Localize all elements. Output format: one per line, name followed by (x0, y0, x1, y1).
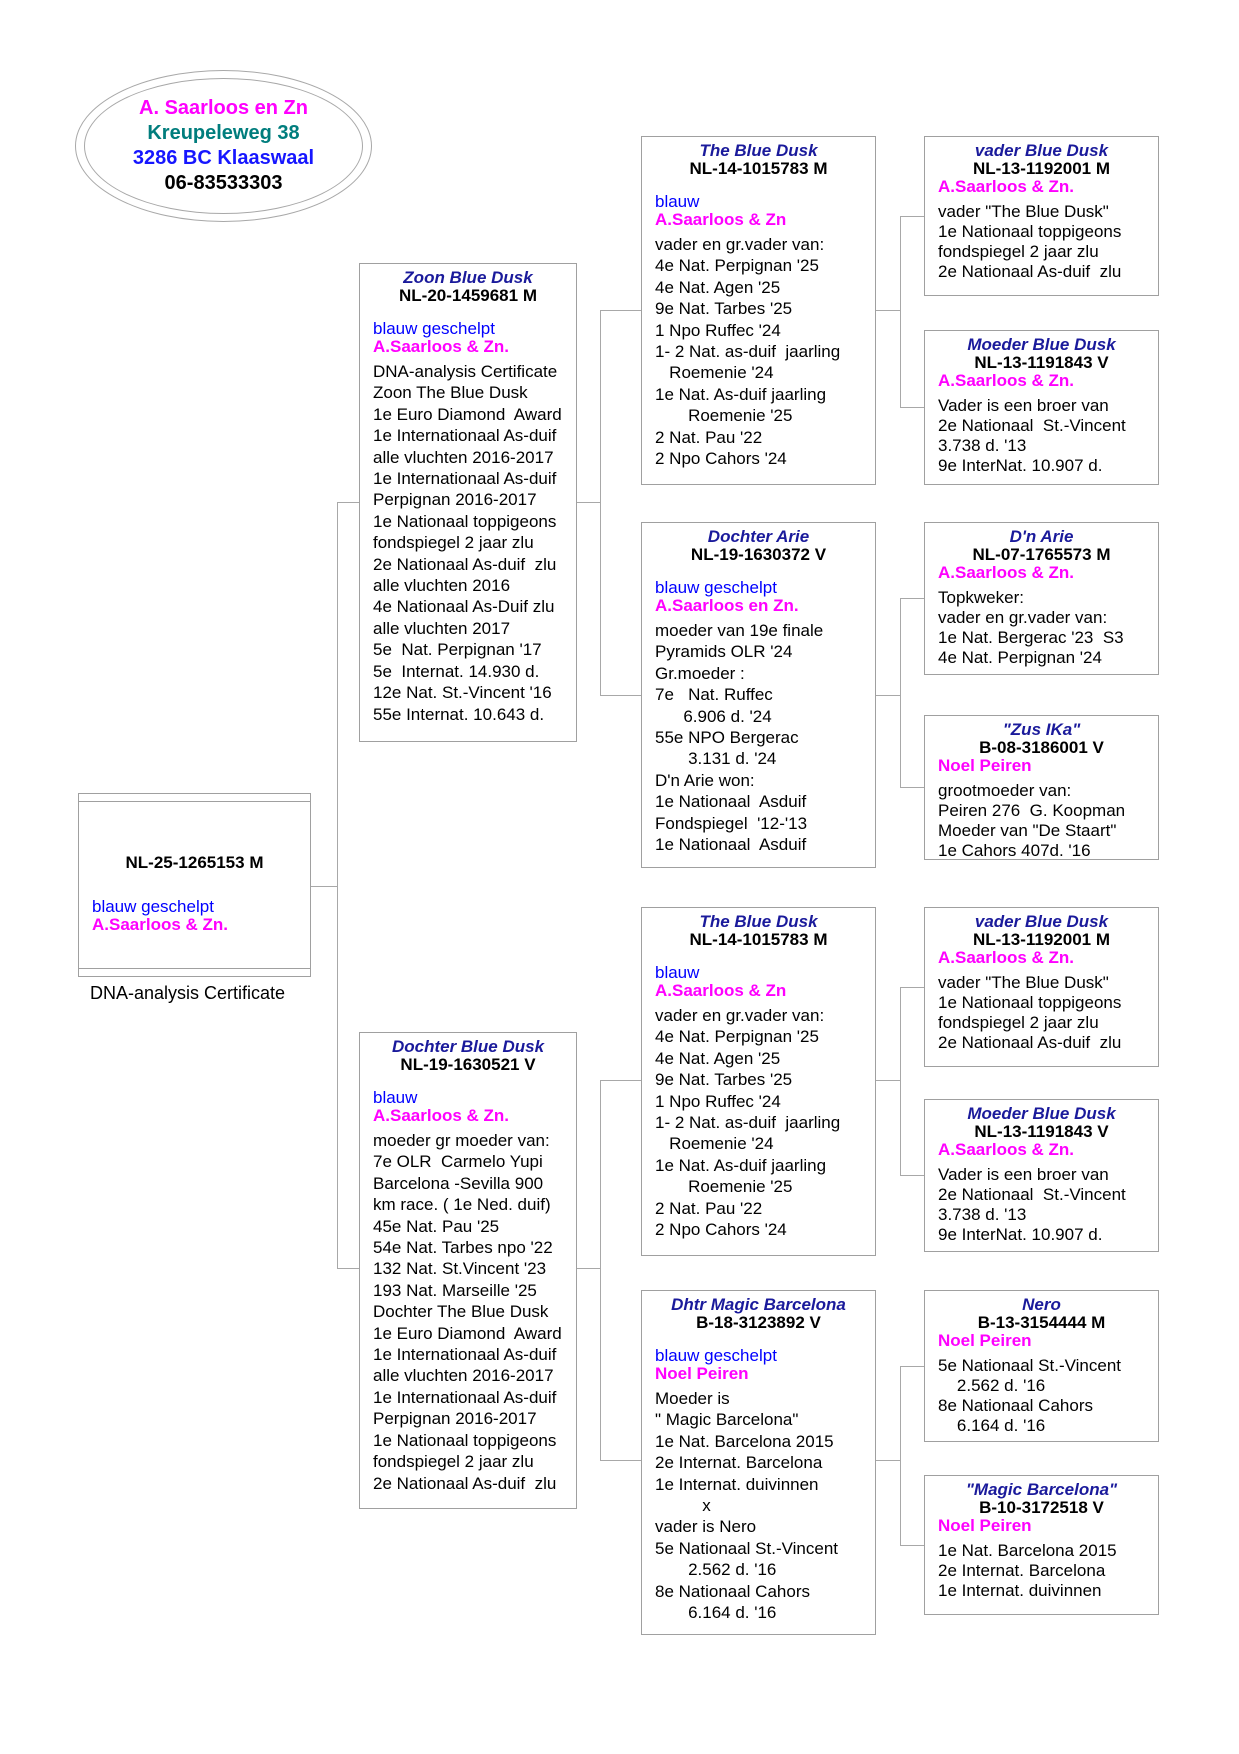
pigeon-name: Dochter Blue Dusk (391, 1037, 545, 1056)
ring-number: NL-14-1015783 M (689, 930, 828, 949)
pedigree-text-line: Roemenie '24 (655, 363, 774, 383)
pigeon-name: vader Blue Dusk (974, 141, 1109, 160)
pedigree-text-line: 2.562 d. '16 (938, 1376, 1046, 1395)
pedigree-text-line: 2e Nationaal As-duif zlu (938, 1033, 1122, 1052)
pedigree-text-line: vader en gr.vader van: (938, 608, 1108, 627)
connector-line (600, 695, 641, 696)
owner-name: Noel Peiren (938, 1516, 1032, 1535)
connector-line (577, 502, 600, 503)
pedigree-text-line: 4e Nat. Agen '25 (655, 1048, 781, 1068)
owner-name: A.Saarloos & Zn. (938, 1140, 1075, 1159)
pedigree-text-line: 54e Nat. Tarbes npo '22 (373, 1238, 553, 1258)
pedigree-text-line: 5e Nationaal St.-Vincent (938, 1356, 1122, 1375)
pedigree-text-line: 2e Nationaal St.-Vincent (938, 416, 1126, 435)
pedigree-text-line: 1e Internationaal As-duif (373, 1345, 557, 1365)
pedigree-box-great-grandmother-1 (924, 330, 1159, 485)
connector-line (900, 1175, 924, 1176)
connector-line (900, 987, 924, 988)
pedigree-text-line: 8e Nationaal Cahors (938, 1396, 1093, 1415)
pedigree-text-line: 3.738 d. '13 (938, 1205, 1027, 1224)
pedigree-text-line: 1e Nationaal Asduif (655, 835, 807, 855)
pedigree-text-line: 1e Nationaal toppigeons (373, 511, 557, 531)
pigeon-color: blauw geschelpt (92, 897, 214, 916)
pedigree-box-mother (359, 1032, 577, 1509)
pedigree-text-line: 1- 2 Nat. as-duif jaarling (655, 1113, 841, 1133)
pedigree-text-line: vader en gr.vader van: (655, 1006, 825, 1025)
connector-line (337, 502, 338, 1269)
pedigree-text-line: 9e Nat. Tarbes '25 (655, 1070, 793, 1090)
pedigree-text-line: Perpignan 2016-2017 (373, 1409, 537, 1429)
owner-name: Noel Peiren (938, 1331, 1032, 1350)
ring-number: NL-07-1765573 M (972, 545, 1111, 564)
pedigree-text-line: 1e Nat. As-duif jaarling (655, 1155, 827, 1175)
achievements-list (938, 1356, 1158, 1436)
pedigree-box-paternal-grandmother (641, 522, 876, 868)
pedigree-text-line: Vader is een broer van (938, 1165, 1109, 1184)
divider-line (79, 801, 310, 802)
pedigree-text-line: grootmoeder van: (938, 781, 1072, 800)
pedigree-text-line: Roemenie '25 (655, 1177, 793, 1197)
pedigree-text-line: vader "The Blue Dusk" (938, 202, 1109, 221)
pedigree-text-line: alle vluchten 2017 (373, 618, 511, 638)
loft-logo-inner-ring (84, 78, 363, 214)
owner-name: A.Saarloos & Zn. (938, 371, 1075, 390)
pigeon-color: blauw (655, 192, 700, 211)
pedigree-text-line: 1e Internationaal As-duif (373, 426, 557, 446)
pedigree-text-line: 4e Nat. Perpignan '24 (938, 648, 1102, 667)
pedigree-text-line: 5e Nat. Perpignan '17 (373, 640, 542, 660)
loft-phone: 06-83533303 (164, 172, 283, 194)
owner-name: A.Saarloos & Zn. (373, 1106, 510, 1125)
pedigree-text-line: moeder van 19e finale (655, 621, 824, 640)
connector-line (337, 502, 359, 503)
pedigree-text-line: 1e Nationaal toppigeons (373, 1430, 557, 1450)
achievements-list (938, 1165, 1158, 1245)
connector-line (600, 1080, 641, 1081)
pedigree-text-line: " Magic Barcelona" (655, 1410, 799, 1430)
pigeon-name: "Magic Barcelona" (965, 1480, 1118, 1499)
pedigree-text-line: 6.906 d. '24 (655, 706, 772, 726)
pigeon-name: The Blue Dusk (699, 912, 818, 931)
achievements-list (655, 620, 875, 855)
connector-line (600, 1460, 641, 1461)
pedigree-text-line: 3.131 d. '24 (655, 749, 777, 769)
pedigree-text-line: Roemenie '24 (655, 1134, 774, 1154)
pedigree-text-line: 1e Internationaal As-duif (373, 1387, 557, 1407)
pedigree-text-line: 4e Nat. Perpignan '25 (655, 1027, 819, 1047)
ring-number: NL-13-1191843 V (974, 353, 1109, 372)
connector-line (876, 1460, 900, 1461)
pedigree-box-great-grandmother-3 (924, 1099, 1159, 1252)
pedigree-box-subject (78, 793, 311, 977)
connector-line (900, 787, 924, 788)
connector-line (600, 1080, 601, 1461)
pedigree-text-line: fondspiegel 2 jaar zlu (373, 1452, 534, 1472)
pedigree-text-line: Dochter The Blue Dusk (373, 1302, 549, 1322)
pedigree-text-line: 8e Nationaal Cahors (655, 1581, 810, 1601)
pedigree-text-line: 1e Nat. Barcelona 2015 (938, 1541, 1117, 1560)
pigeon-color: blauw geschelpt (655, 578, 777, 597)
pedigree-text-line: 1e Internat. duivinnen (938, 1581, 1102, 1600)
pedigree-text-line: alle vluchten 2016-2017 (373, 1366, 554, 1386)
loft-name: A. Saarloos en Zn (139, 97, 308, 119)
pedigree-text-line: 2e Nationaal St.-Vincent (938, 1185, 1126, 1204)
ring-number: NL-20-1459681 M (399, 286, 537, 305)
pedigree-text-line: 1e Nat. Bergerac '23 S3 (938, 628, 1124, 647)
pedigree-text-line: vader is Nero (655, 1517, 757, 1537)
pedigree-text-line: 1e Euro Diamond Award (373, 404, 562, 424)
pedigree-text-line: 132 Nat. St.Vincent '23 (373, 1259, 547, 1279)
pedigree-text-line: 9e InterNat. 10.907 d. (938, 456, 1103, 475)
connector-line (311, 886, 338, 887)
owner-name: A.Saarloos en Zn. (655, 596, 799, 615)
pedigree-text-line: 1e Internationaal As-duif (373, 469, 557, 489)
pigeon-name: vader Blue Dusk (974, 912, 1109, 931)
pedigree-box-maternal-grandfather (641, 907, 876, 1256)
connector-line (900, 1545, 924, 1546)
pigeon-name: Moeder Blue Dusk (967, 335, 1116, 354)
ring-number: B-10-3172518 V (979, 1498, 1104, 1517)
connector-line (337, 1268, 359, 1269)
pedigree-text-line: 1 Npo Ruffec '24 (655, 320, 781, 340)
pedigree-text-line: 1e Nat. As-duif jaarling (655, 384, 827, 404)
achievements-list (373, 1130, 576, 1494)
pedigree-text-line: 55e NPO Bergerac (655, 728, 799, 748)
pedigree-text-line: 1e Nationaal toppigeons (938, 993, 1122, 1012)
achievements-list (938, 973, 1158, 1053)
pedigree-text-line: 12e Nat. St.-Vincent '16 (373, 683, 552, 703)
connector-line (600, 310, 601, 696)
pedigree-text-line: 4e Nationaal As-Duif zlu (373, 597, 555, 617)
connector-line (600, 310, 641, 311)
pedigree-text-line: Fondspiegel '12-'13 (655, 813, 808, 833)
ring-number: NL-13-1191843 V (974, 1122, 1109, 1141)
pedigree-text-line: 1- 2 Nat. as-duif jaarling (655, 342, 841, 362)
owner-name: A.Saarloos & Zn. (938, 563, 1075, 582)
connector-line (876, 1080, 900, 1081)
achievements-list (938, 588, 1158, 668)
owner-name: A.Saarloos & Zn. (92, 915, 229, 934)
pedigree-text-line: km race. ( 1e Ned. duif) (373, 1195, 551, 1215)
pedigree-text-line: 4e Nat. Perpignan '25 (655, 256, 819, 276)
pedigree-text-line: 1e Nationaal toppigeons (938, 222, 1122, 241)
pedigree-text-line: 2e Internat. Barcelona (655, 1453, 823, 1473)
pedigree-box-great-grandfather-2 (924, 522, 1159, 675)
pedigree-text-line: 1e Nationaal Asduif (655, 792, 807, 812)
connector-line (900, 598, 924, 599)
pedigree-text-line: 1e Euro Diamond Award (373, 1323, 562, 1343)
achievements-list (938, 396, 1158, 476)
pedigree-text-line: 1 Npo Ruffec '24 (655, 1091, 781, 1111)
pedigree-text-line: Moeder van "De Staart" (938, 821, 1117, 840)
owner-name: A.Saarloos & Zn. (938, 948, 1075, 967)
owner-name: A.Saarloos & Zn (655, 981, 787, 1000)
pedigree-text-line: Vader is een broer van (938, 396, 1109, 415)
pedigree-text-line: 1e Internat. duivinnen (655, 1474, 819, 1494)
pedigree-text-line: Zoon The Blue Dusk (373, 383, 528, 403)
pedigree-text-line: Moeder is (655, 1389, 730, 1408)
pedigree-text-line: vader en gr.vader van: (655, 235, 825, 254)
connector-line (900, 987, 901, 1176)
pedigree-text-line: alle vluchten 2016-2017 (373, 447, 554, 467)
pedigree-box-great-grandmother-2 (924, 715, 1159, 860)
achievements-list (938, 781, 1158, 860)
pedigree-text-line: fondspiegel 2 jaar zlu (938, 242, 1099, 261)
divider-line (79, 968, 310, 969)
achievements-list (938, 202, 1158, 282)
ring-number: NL-13-1192001 M (972, 159, 1111, 178)
loft-city: 3286 BC Klaaswaal (132, 147, 315, 169)
connector-line (900, 1366, 901, 1546)
owner-name: A.Saarloos & Zn. (373, 337, 510, 356)
pigeon-name: Dhtr Magic Barcelona (671, 1295, 846, 1314)
pigeon-color: blauw geschelpt (655, 1346, 777, 1365)
achievements-list (373, 361, 576, 725)
achievements-list (655, 234, 875, 469)
pedigree-text-line: fondspiegel 2 jaar zlu (373, 533, 534, 553)
pedigree-text-line: fondspiegel 2 jaar zlu (938, 1013, 1099, 1032)
pigeon-name: "Zus IKa" (1002, 720, 1081, 739)
pedigree-text-line: alle vluchten 2016 (373, 576, 511, 596)
pedigree-text-line: Perpignan 2016-2017 (373, 490, 537, 510)
pedigree-text-line: 2 Npo Cahors '24 (655, 1220, 787, 1240)
pedigree-box-great-grandfather-3 (924, 907, 1159, 1067)
connector-line (900, 216, 924, 217)
pigeon-name: The Blue Dusk (699, 141, 818, 160)
dna-certificate-note: DNA-analysis Certificate (90, 983, 286, 1003)
pedigree-text-line: Gr.moeder : (655, 663, 745, 683)
ring-number: NL-13-1192001 M (972, 930, 1111, 949)
pigeon-color: blauw (655, 963, 700, 982)
pedigree-text-line: 1e Cahors 407d. '16 (938, 841, 1091, 860)
connector-line (876, 310, 900, 311)
pedigree-text-line: 3.738 d. '13 (938, 436, 1027, 455)
pedigree-text-line: 9e Nat. Tarbes '25 (655, 299, 793, 319)
pigeon-name: Moeder Blue Dusk (967, 1104, 1116, 1123)
pedigree-text-line: Pyramids OLR '24 (655, 642, 793, 662)
pedigree-box-maternal-grandmother (641, 1290, 876, 1635)
ring-number: NL-25-1265153 M (125, 853, 264, 872)
pedigree-text-line: Barcelona -Sevilla 900 (373, 1173, 544, 1193)
pigeon-name: Dochter Arie (707, 527, 810, 546)
pedigree-text-line: 7e Nat. Ruffec (655, 685, 773, 705)
pedigree-text-line: 2.562 d. '16 (655, 1560, 777, 1580)
ring-number: B-08-3186001 V (979, 738, 1104, 757)
pedigree-text-line: moeder gr moeder van: (373, 1131, 550, 1150)
pedigree-text-line: vader "The Blue Dusk" (938, 973, 1109, 992)
pedigree-box-father (359, 263, 577, 742)
owner-name: Noel Peiren (655, 1364, 749, 1383)
pedigree-text-line: 6.164 d. '16 (655, 1603, 777, 1623)
connector-line (577, 1268, 600, 1269)
connector-line (900, 216, 901, 408)
ring-number: NL-19-1630521 V (400, 1055, 536, 1074)
pedigree-text-line: Peiren 276 G. Koopman (938, 801, 1126, 820)
owner-name: Noel Peiren (938, 756, 1032, 775)
pigeon-color: blauw (373, 1088, 418, 1107)
pedigree-text-line: 2 Nat. Pau '22 (655, 427, 763, 447)
pedigree-text-line: 5e Internat. 14.930 d. (373, 661, 540, 681)
pedigree-box-paternal-grandfather (641, 136, 876, 485)
owner-name: A.Saarloos & Zn (655, 210, 787, 229)
pigeon-color: blauw geschelpt (373, 319, 495, 338)
pedigree-text-line: 4e Nat. Agen '25 (655, 277, 781, 297)
loft-logo-oval (75, 70, 372, 222)
connector-line (900, 1366, 924, 1367)
pedigree-text-line: 5e Nationaal St.-Vincent (655, 1538, 839, 1558)
pedigree-text-line: DNA-analysis Certificate (373, 362, 558, 381)
pedigree-text-line: 2 Npo Cahors '24 (655, 449, 787, 469)
pedigree-text-line: Topkweker: (938, 588, 1024, 607)
pedigree-text-line: Roemenie '25 (655, 406, 793, 426)
pedigree-text-line: 2e Nationaal As-duif zlu (373, 554, 557, 574)
pedigree-text-line: 7e OLR Carmelo Yupi (373, 1152, 543, 1172)
pedigree-text-line: 9e InterNat. 10.907 d. (938, 1225, 1103, 1244)
pigeon-name: Zoon Blue Dusk (403, 268, 533, 287)
ring-number: B-13-3154444 M (977, 1313, 1106, 1332)
pedigree-text-line: 45e Nat. Pau '25 (373, 1216, 500, 1236)
connector-line (900, 407, 924, 408)
pedigree-text-line: 2e Nationaal As-duif zlu (938, 262, 1122, 281)
ring-number: B-18-3123892 V (696, 1313, 821, 1332)
achievements-list (938, 1541, 1158, 1601)
loft-street: Kreupeleweg 38 (147, 122, 300, 144)
pigeon-name: Nero (1022, 1295, 1061, 1314)
ring-number: NL-14-1015783 M (689, 159, 828, 178)
pedigree-box-great-grandfather-1 (924, 136, 1159, 296)
pedigree-text-line: 2e Internat. Barcelona (938, 1561, 1106, 1580)
pedigree-text-line: 1e Nat. Barcelona 2015 (655, 1431, 834, 1451)
achievements-list (655, 1388, 875, 1623)
connector-line (876, 695, 900, 696)
pedigree-text-line: 6.164 d. '16 (938, 1416, 1046, 1435)
pedigree-box-great-grandmother-4 (924, 1475, 1159, 1615)
achievements-list (655, 1005, 875, 1240)
pedigree-text-line: x (655, 1496, 711, 1516)
pigeon-name: D'n Arie (1009, 527, 1074, 546)
ring-number: NL-19-1630372 V (690, 545, 827, 564)
pedigree-text-line: D'n Arie won: (655, 770, 755, 790)
pedigree-text-line: 193 Nat. Marseille '25 (373, 1280, 537, 1300)
pedigree-text-line: 2e Nationaal As-duif zlu (373, 1473, 557, 1493)
pedigree-box-great-grandfather-4 (924, 1290, 1159, 1442)
owner-name: A.Saarloos & Zn. (938, 177, 1075, 196)
connector-line (900, 598, 901, 788)
pedigree-text-line: 55e Internat. 10.643 d. (373, 704, 545, 724)
pedigree-text-line: 2 Nat. Pau '22 (655, 1198, 763, 1218)
